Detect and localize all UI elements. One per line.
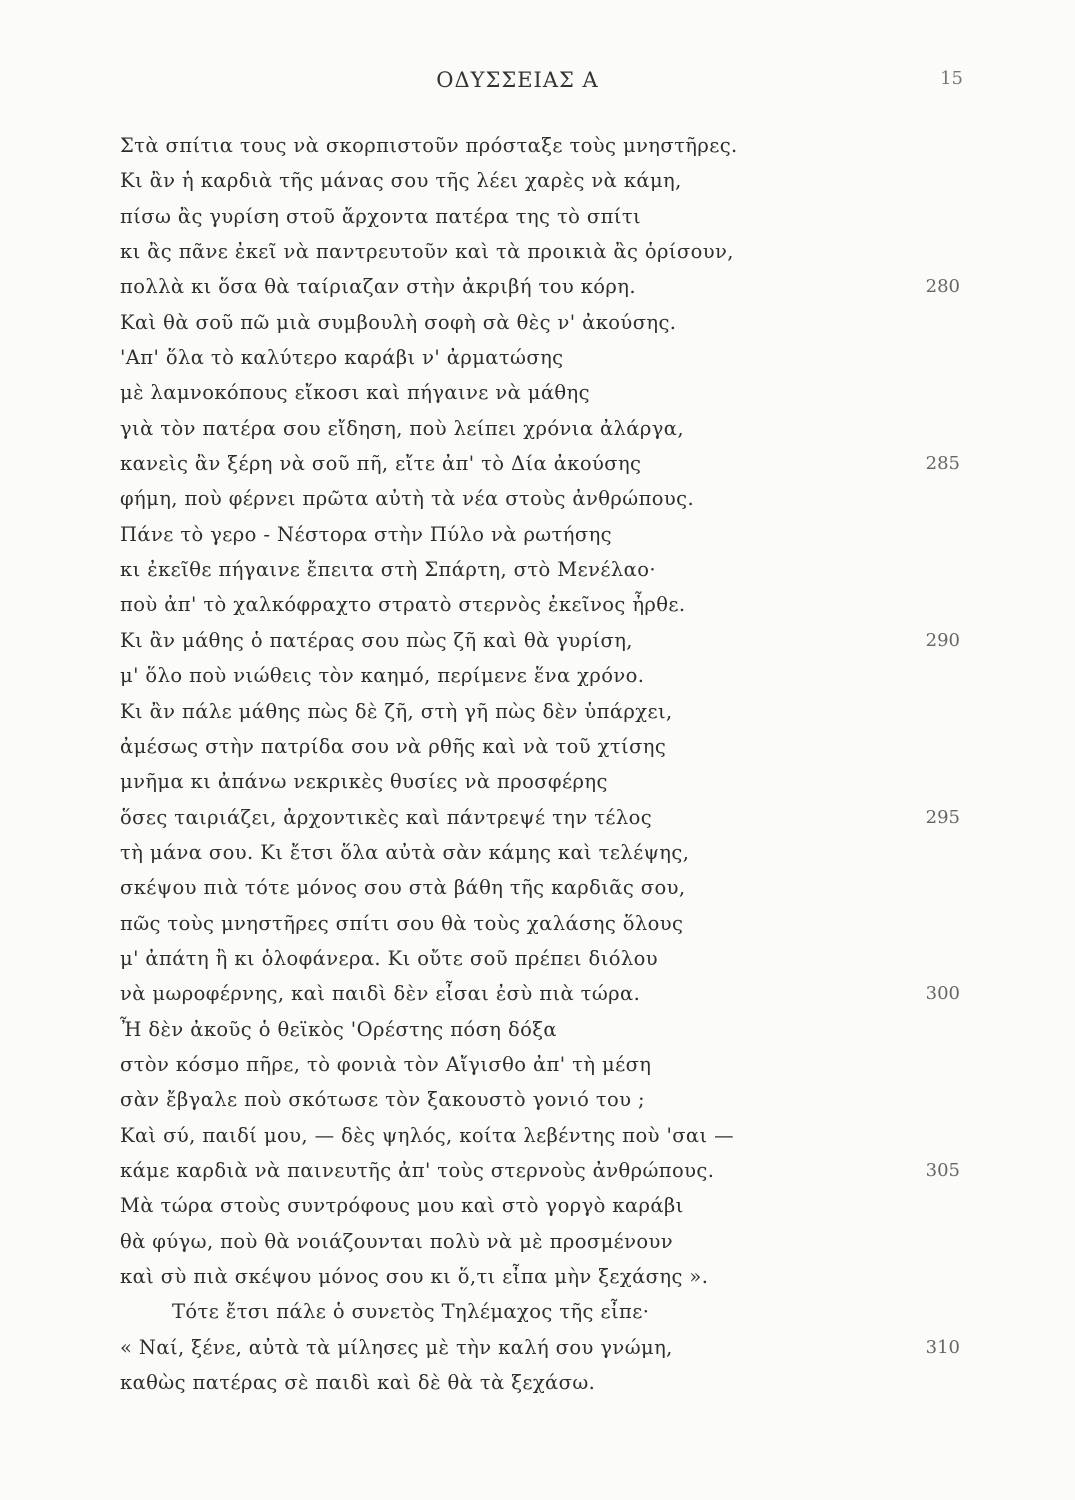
verse-text: Κι ἂν μάθης ὁ πατέρας σου πὼς ζῆ καὶ θὰ γυρίση, [120,628,633,652]
verse-line [0,552,1075,587]
verse-line [0,481,1075,516]
verse-line [0,906,1075,941]
verse-line [0,199,1075,234]
verse-list [0,128,1075,1400]
verse-text: γιὰ τὸν πατέρα σου εἴδηση, ποὺ λείπει χρόνια ἀλάργα, [120,416,684,440]
verse-line [0,234,1075,269]
verse-line [0,1012,1075,1047]
verse-line [0,800,1075,835]
verse-text: μνῆμα κι ἀπάνω νεκρικὲς θυσίες νὰ προσφέρης [120,770,608,794]
verse-text: ποὺ ἀπ' τὸ χαλκόφραχτο στρατὸ στερνὸς ἐκεῖνος ἦρθε. [120,593,686,617]
verse-text: Καὶ θὰ σοῦ πῶ μιὰ συμβουλὴ σοφὴ σὰ θὲς ν' ἀκούσης. [120,310,677,334]
line-number: 305 [925,1159,960,1181]
verse-line [0,128,1075,163]
verse-line [0,1224,1075,1259]
line-number: 295 [925,806,960,828]
verse-line [0,446,1075,481]
verse-line [0,517,1075,552]
verse-text: κανεὶς ἂν ξέρη νὰ σοῦ πῆ, εἴτε ἀπ' τὸ Δία ἀκούσης [120,452,642,476]
verse-text: κι ἂς πᾶνε ἐκεῖ νὰ παντρευτοῦν καὶ τὰ προικιὰ ἂς ὁρίσουν, [120,240,734,264]
verse-text: πολλὰ κι ὅσα θὰ ταίριαζαν στὴν ἀκριβή του κόρη. [120,275,636,299]
page-number: 15 [940,68,963,89]
verse-line [0,1153,1075,1188]
verse-text: τὴ μάνα σου. Κι ἔτσι ὅλα αὐτὰ σὰν κάμης καὶ τελέψης, [120,840,690,864]
verse-text: κάμε καρδιὰ νὰ παινευτῆς ἀπ' τοὺς στερνοὺς ἀνθρώπους. [120,1158,715,1182]
verse-text: νὰ μωροφέρνης, καὶ παιδὶ δὲν εἶσαι ἐσὺ πιὰ τώρα. [120,982,641,1006]
verse-line [0,305,1075,340]
verse-line [0,1082,1075,1117]
verse-text: Καὶ σύ, παιδί μου, — δὲς ψηλός, κοίτα λεβέντης ποὺ 'σαι — [120,1123,735,1147]
verse-line [0,340,1075,375]
verse-line [0,1047,1075,1082]
verse-line [0,941,1075,976]
verse-text: ἀμέσως στὴν πατρίδα σου νὰ ρθῆς καὶ νὰ τοῦ χτίσης [120,734,667,758]
verse-line [0,375,1075,410]
verse-text: κι ἐκεῖθε πήγαινε ἔπειτα στὴ Σπάρτη, στὸ Μενέλαο· [120,558,656,582]
verse-line [0,658,1075,693]
verse-text: 'Απ' ὅλα τὸ καλύτερο καράβι ν' ἀρματώσης [120,346,564,370]
verse-line [0,269,1075,304]
verse-line [0,870,1075,905]
verse-text: καὶ σὺ πιὰ σκέψου μόνος σου κι ὅ,τι εἶπα μὴν ξεχάσης ». [120,1265,709,1288]
verse-text: φήμη, ποὺ φέρνει πρῶτα αὐτὴ τὰ νέα στοὺς ἀνθρώπους. [120,487,695,511]
verse-text: θὰ φύγω, ποὺ θὰ νοιάζουνται πολὺ νὰ μὲ προσμένουν [120,1229,674,1253]
verse-text: Μὰ τώρα στοὺς συντρόφους μου καὶ στὸ γοργὸ καράβι [120,1194,684,1218]
line-number: 290 [925,629,960,651]
verse-text: Κι ἂν πάλε μάθης πὼς δὲ ζῆ, στὴ γῆ πὼς δὲν ὑπάρχει, [120,699,673,723]
verse-text: σκέψου πιὰ τότε μόνος σου στὰ βάθη τῆς καρδιᾶς σου, [120,876,686,900]
verse-line [0,976,1075,1011]
verse-text: μ' ὅλο ποὺ νιώθεις τὸν καημό, περίμενε ἕνα χρόνο. [120,664,645,688]
verse-line [0,1188,1075,1223]
verse-line [0,729,1075,764]
verse-text: Κι ἂν ἡ καρδιὰ τῆς μάνας σου τῆς λέει χαρὲς νὰ κάμη, [120,169,682,193]
verse-text: στὸν κόσμο πῆρε, τὸ φονιὰ τὸν Αἴγισθο ἀπ' τὴ μέση [120,1052,652,1076]
verse-text: μὲ λαμνοκόπους εἴκοσι καὶ πήγαινε νὰ μάθης [120,381,590,405]
verse-line [0,835,1075,870]
line-number: 285 [925,453,960,475]
verse-line [0,1259,1075,1294]
verse-text: Ἦ δὲν ἀκοῦς ὁ θεϊκὸς 'Ορέστης πόση δόξα [120,1017,557,1041]
verse-line [0,764,1075,799]
verse-line [0,587,1075,622]
verse-text: Τότε ἔτσι πάλε ὁ συνετὸς Τηλέμαχος τῆς εἶπε· [172,1300,650,1324]
verse-text: Πάνε τὸ γερο - Νέστορα στὴν Πύλο νὰ ρωτήσης [120,522,612,546]
line-number: 300 [925,983,960,1005]
running-head [0,68,1075,98]
verse-line [0,163,1075,198]
verse-text: πῶς τοὺς μνηστῆρες σπίτι σου θὰ τοὺς χαλάσης ὅλους [120,911,684,935]
verse-line [0,694,1075,729]
verse-text: σὰν ἔβγαλε ποὺ σκότωσε τὸν ξακουστὸ γονιό του ; [120,1088,645,1112]
verse-text: πίσω ἂς γυρίση στοῦ ἄρχοντα πατέρα της τὸ σπίτι [120,204,642,228]
running-title: ΟΔΥΣΣΕΙΑΣ Α [436,68,599,92]
verse-line [0,623,1075,658]
verse-text: μ' ἀπάτη ἢ κι ὁλοφάνερα. Κι οὔτε σοῦ πρέπει διόλου [120,946,659,970]
verse-line [0,1294,1075,1329]
verse-text: καθὼς πατέρας σὲ παιδὶ καὶ δὲ θὰ τὰ ξεχάσω. [120,1371,596,1395]
verse-line [0,1118,1075,1153]
verse-text: « Ναί, ξένε, αὐτὰ τὰ μίλησες μὲ τὴν καλή σου γνώμη, [120,1335,673,1359]
verse-line [0,411,1075,446]
verse-line [0,1365,1075,1400]
verse-line [0,1330,1075,1365]
line-number: 310 [925,1336,960,1358]
line-number: 280 [925,276,960,298]
verse-text: ὅσες ταιριάζει, ἀρχοντικὲς καὶ πάντρεψέ την τέλος [120,805,653,829]
verse-text: Στὰ σπίτια τους νὰ σκορπιστοῦν πρόσταξε τοὺς μνηστῆρες. [120,134,738,157]
